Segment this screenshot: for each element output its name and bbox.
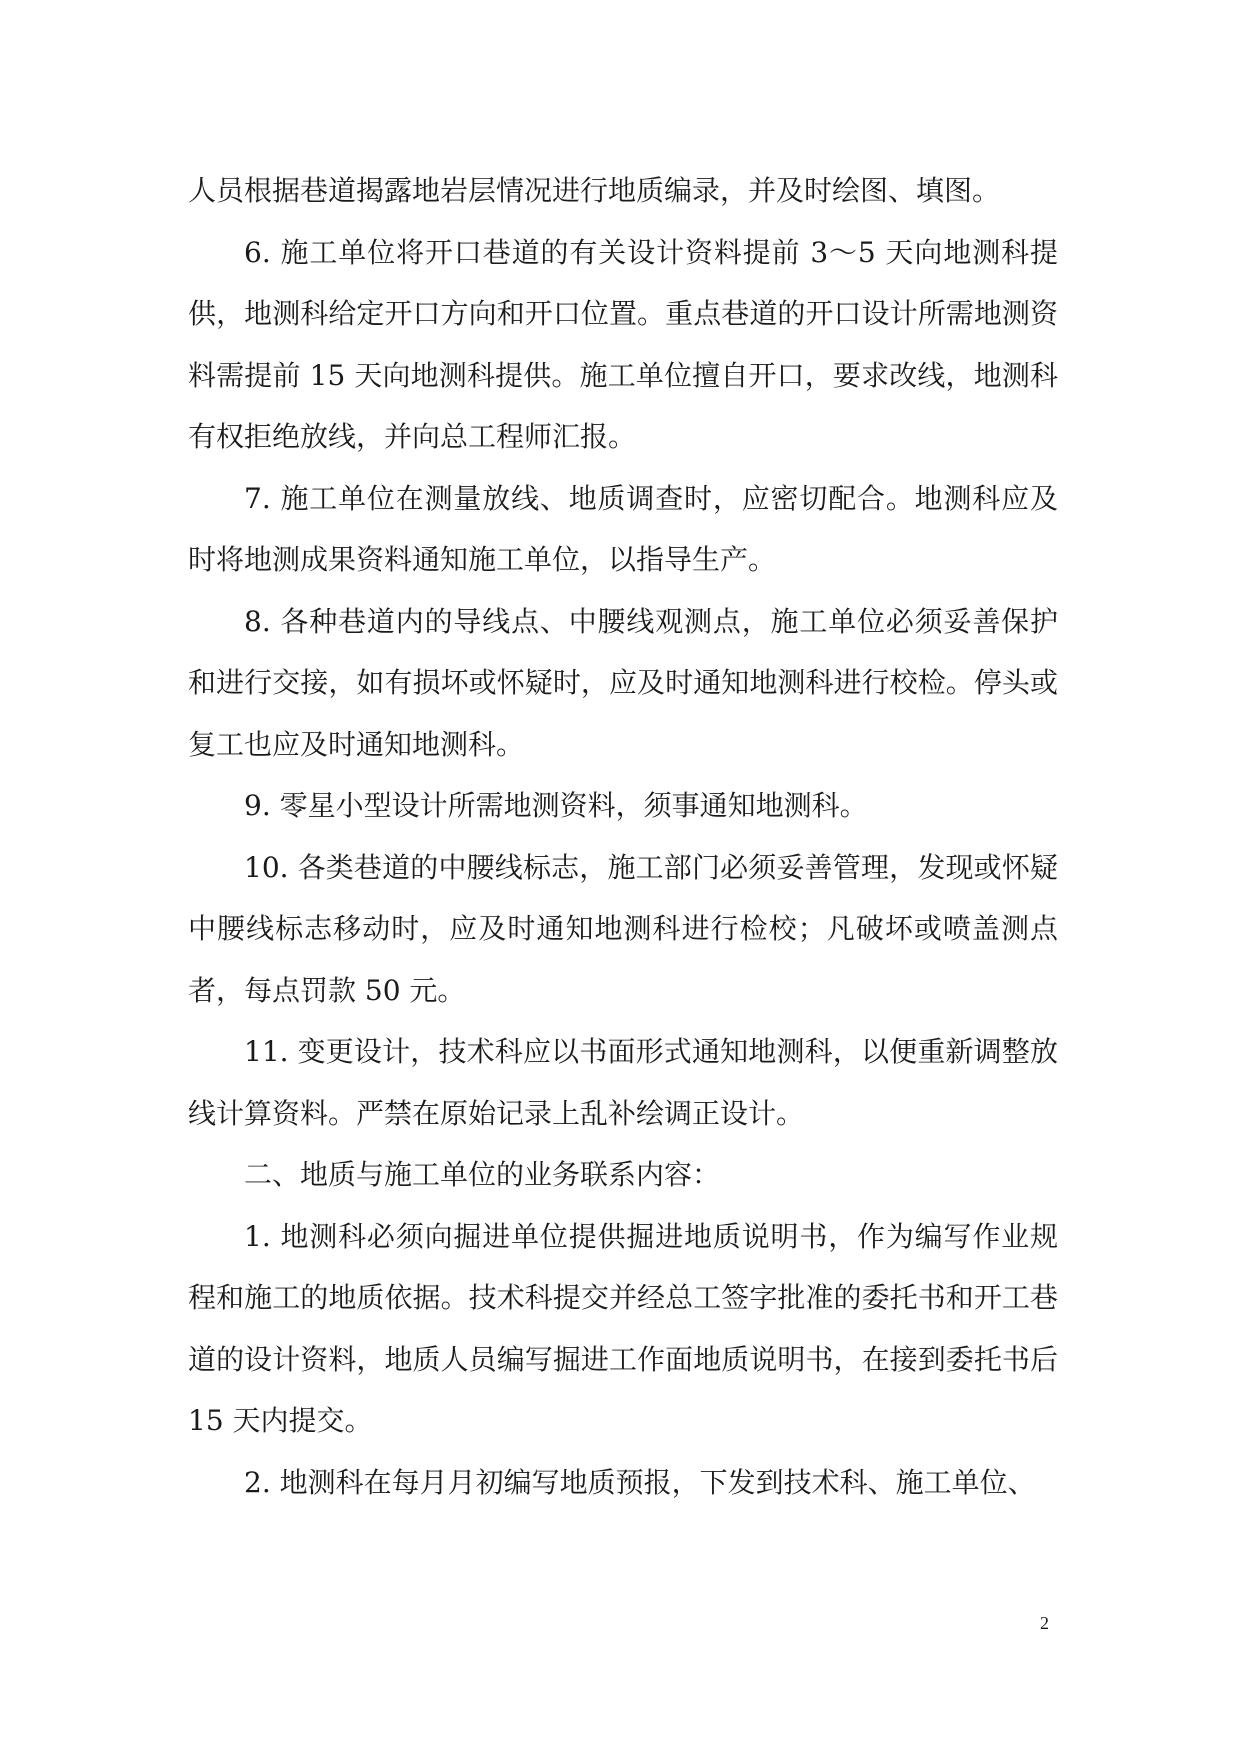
paragraph-item-10: 10. 各类巷道的中腰线标志，施工部门必须妥善管理，发现或怀疑中腰线标志移动时，应及时通知地测科进行检校；凡破坏或喷盖测点者，每点罚款 50 元。: [188, 850, 1058, 1007]
paragraph-section2-item-1: 1. 地测科必须向掘进单位提供掘进地质说明书，作为编写作业规程和施工的地质依据。技术科提交并经总工签字批准的委托书和开工巷道的设计资料，地质人员编写掘进工作面地质说明书，在接到委托书后 15 天内提交。: [188, 1219, 1058, 1437]
paragraph-item-11: 11. 变更设计，技术科应以书面形式通知地测科，以便重新调整放线计算资料。严禁在原始记录上乱补绘调正设计。: [188, 1035, 1058, 1130]
page-number: 2: [1040, 1613, 1049, 1633]
paragraph-item-8: 8. 各种巷道内的导线点、中腰线观测点，施工单位必须妥善保护和进行交接，如有损坏或怀疑时，应及时通知地测科进行校检。停头或复工也应及时通知地测科。: [188, 604, 1058, 761]
paragraph-section2-item-2: 2. 地测科在每月月初编写地质预报，下发到技术科、施工单位、: [244, 1465, 1036, 1499]
paragraph-item-9: 9. 零星小型设计所需地测资料，须事通知地测科。: [244, 789, 868, 822]
paragraph-continuation: 人员根据巷道揭露地岩层情况进行地质编录，并及时绘图、填图。: [188, 174, 1001, 207]
paragraph-item-7: 7. 施工单位在测量放线、地质调查时，应密切配合。地测科应及时将地测成果资料通知施工单位，以指导生产。: [188, 481, 1058, 576]
paragraph-item-6: 6. 施工单位将开口巷道的有关设计资料提前 3～5 天向地测科提供，地测科给定开口方向和开口位置。重点巷道的开口设计所需地测资料需提前 15 天向地测科提供。施工单位擅自开口，要求改线，地测科有权拒绝放线，并向总工程师汇报。: [188, 235, 1058, 453]
section-heading: 二、地质与施工单位的业务联系内容：: [244, 1158, 721, 1191]
body-text: [188, 160, 1058, 1513]
